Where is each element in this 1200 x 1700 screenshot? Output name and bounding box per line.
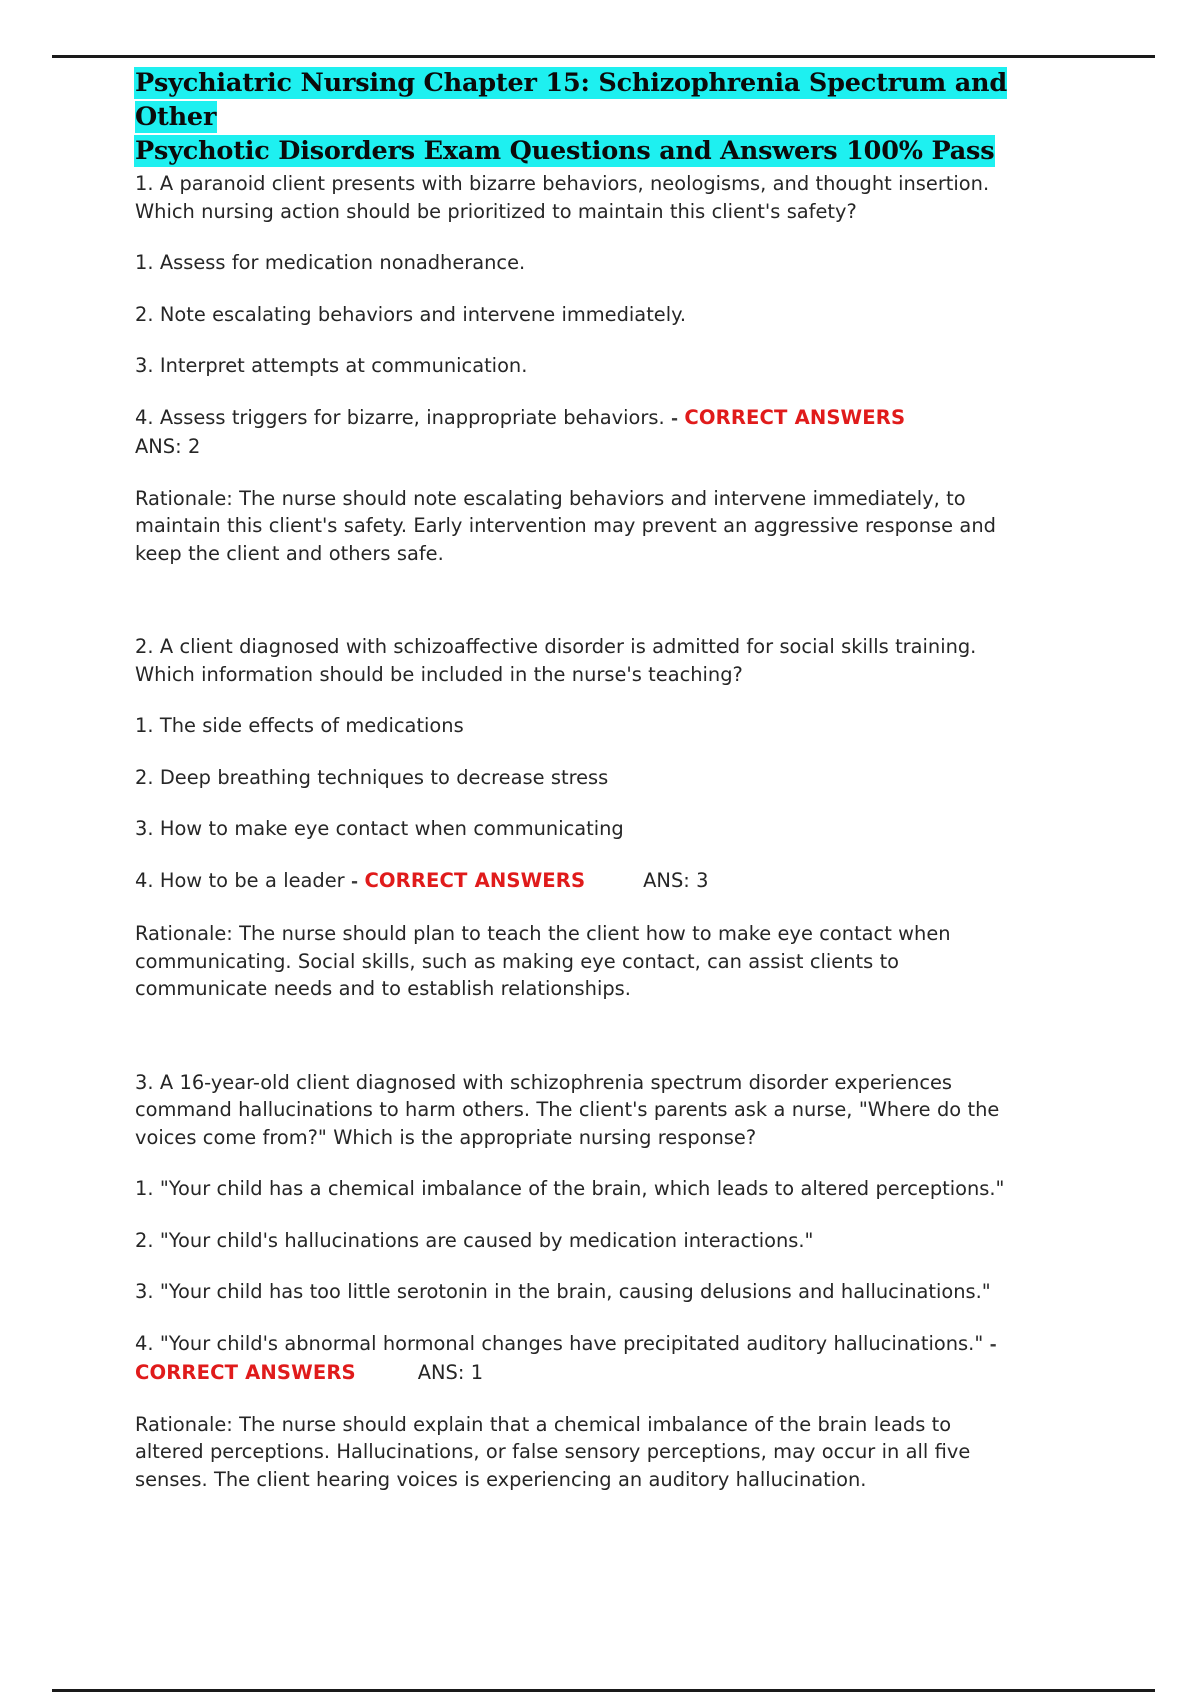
spacer [135,843,1015,867]
question-block-spacer [135,1003,1015,1069]
question-2-rationale: Rationale: The nurse should plan to teach the client how to make eye contact when communicating. Social skills, such as making eye contact, can assist clients to communicate needs and to establish relationships. [135,922,951,1000]
spacer [135,277,1015,301]
spacer [135,1203,1015,1227]
question-2-option-1: 1. The side effects of medications [135,714,464,737]
spacer [135,688,1015,712]
question-block-spacer [135,567,1015,633]
question-3-option-4-with-answer [135,1330,1007,1387]
answer-separator: - [989,1334,997,1355]
spacer [135,1387,1015,1411]
question-1-option-2: 2. Note escalating behaviors and intervene immediately. [135,302,686,326]
header-divider-rule [52,55,1155,58]
spacer [135,740,1015,764]
question-2-option-2: 2. Deep breathing techniques to decrease stress [135,765,609,789]
spacer [135,461,1015,485]
correct-answers-badge: CORRECT ANSWERS [684,405,906,429]
question-3-rationale: Rationale: The nurse should explain that a chemical imbalance of the brain leads to altered perceptions. Hallucinations, or false sensory perceptions, may occur in all five senses. The client hearing voices is experiencing an auditory hallucination. [135,1412,971,1491]
question-3-stem: 3. A 16-year-old client diagnosed with schizophrenia spectrum disorder experiences command hallucinations to harm others. The client's parents ask a nurse, "Where do the voices come from?" Which is the appropriate nursing response? [135,1070,1000,1149]
spacer [135,380,1015,404]
spacer [135,1151,1015,1175]
spacer [135,225,1015,249]
spacer [135,1306,1015,1330]
question-3-option-3: 3. "Your child has too little serotonin in the brain, causing delusions and hallucinations." [135,1280,991,1303]
question-3-option-2: 2. "Your child's hallucinations are caused by medication interactions." [135,1228,814,1252]
question-2-answer: ANS: 3 [643,868,709,892]
spacer [135,791,1015,815]
page-title-line-2: Psychotic Disorders Exam Questions and Answers 100% Pass [135,136,995,166]
question-2-option-4-text: 4. How to be a leader [135,868,345,892]
footer-divider-rule [52,1689,1155,1692]
answer-separator: - [670,408,679,429]
question-3-option-1: 1. "Your child has a chemical imbalance of the brain, which leads to altered perceptions." [135,1177,1005,1200]
correct-answers-badge: CORRECT ANSWERS [135,1361,356,1384]
answer-separator: - [351,871,359,892]
question-1-answer: ANS: 2 [135,435,201,458]
question-1-rationale: Rationale: The nurse should note escalating behaviors and intervene immediately, to maintain this client's safety. Early intervention may prevent an aggressive response and keep the client and others safe. [135,486,996,565]
question-1-option-1: 1. Assess for medication nonadherance. [135,251,526,274]
page-title-line-1: Psychiatric Nursing Chapter 15: Schizophrenia Spectrum and Other [135,68,1007,132]
spacer [135,896,1015,920]
correct-answers-badge: CORRECT ANSWERS [364,868,586,892]
page-title [135,66,1007,168]
question-3-option-4-text: 4. "Your child's abnormal hormonal changes have precipitated auditory hallucinations." [135,1331,984,1355]
spacer [135,1254,1015,1278]
question-2-option-4-with-answer [135,867,1007,897]
question-2-stem: 2. A client diagnosed with schizoaffective disorder is admitted for social skills training. Which information should be included in the nurse's teaching? [135,635,977,686]
question-1-option-3: 3. Interpret attempts at communication. [135,354,528,377]
document-content [135,66,1015,1493]
question-3-answer: ANS: 1 [417,1361,484,1384]
question-2-option-3: 3. How to make eye contact when communicating [135,817,624,840]
question-1-stem: 1. A paranoid client presents with bizarre behaviors, neologisms, and thought insertion. Which nursing action should be prioritized to maintain this client's safety? [135,172,990,223]
spacer [135,328,1015,352]
question-1-option-4-with-answer [135,404,1007,461]
question-1-option-4-text: 4. Assess triggers for bizarre, inappropriate behaviors. [135,405,665,429]
